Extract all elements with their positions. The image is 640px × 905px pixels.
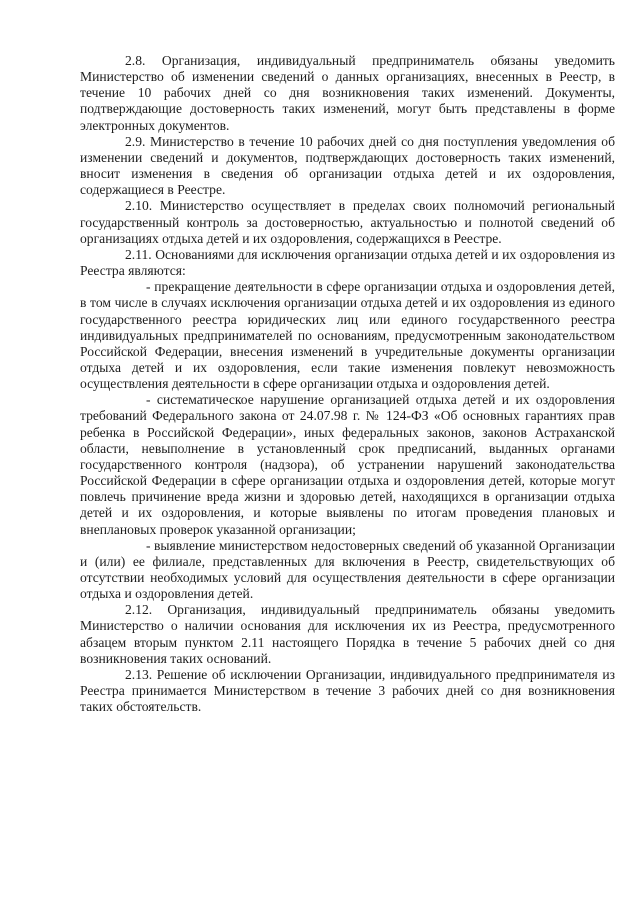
paragraph-2-11-item-3: - выявление министерством недостоверных сведений об указанной Организации и (или) ее филиале, представленных для включения в Реестр, свидетельствующих об отсутствии необходимых условий для осуществления деятельности в сфере организации отдыха и оздоровления детей. (80, 537, 615, 602)
paragraph-2-13: 2.13. Решение об исключении Организации, индивидуального предпринимателя из Реестра принимается Министерством в течение 3 рабочих дней со дня возникновения таких обстоятельств. (80, 666, 615, 715)
paragraph-2-11: 2.11. Основаниями для исключения организации отдыха детей и их оздоровления из Реестра являются: (80, 246, 615, 279)
document-page (80, 53, 615, 715)
paragraph-2-9: 2.9. Министерство в течение 10 рабочих дней со дня поступления уведомления об изменении сведений и документов, подтверждающих достоверность таких изменений, вносит изменения в сведения об организации отдыха детей и их оздоровления, содержащиеся в Реестре. (80, 133, 615, 198)
paragraph-2-8: 2.8. Организация, индивидуальный предприниматель обязаны уведомить Министерство об изменении сведений о данных организациях, внесенных в Реестр, в течение 10 рабочих дней со дня возникновения таких изменений. Документы, подтверждающие достоверность таких изменений, могут быть представлены в форме электронных документов. (80, 53, 615, 133)
paragraph-2-12: 2.12. Организация, индивидуальный предприниматель обязаны уведомить Министерство о наличии основания для исключения их из Реестра, предусмотренного абзацем вторым пунктом 2.11 настоящего Порядка в течение 5 рабочих дней со дня возникновения таких оснований. (80, 602, 615, 666)
paragraph-2-11-item-2: - систематическое нарушение организацией отдыха детей и их оздоровления требований Федерального закона от 24.07.98 г. № 124-ФЗ «Об основных гарантиях прав ребенка в Российской Федерации», иных федеральных законов, законов Астраханской области, невыполнение в установленный срок предписаний, выданных органами государственного контроля (надзора), об устранении нарушений законодательства Российской Федерации в сфере организации отдыха и оздоровления детей, которые могут повлечь причинение вреда жизни и здоровью детей, находящихся в организации отдыха детей и их оздоровления, и которые выявлены по итогам проведения плановых и внеплановых проверок указанной организации; (80, 392, 615, 537)
paragraph-2-10: 2.10. Министерство осуществляет в пределах своих полномочий региональный государственный контроль за достоверностью, актуальностью и полнотой сведений об организациях отдыха детей и их оздоровления, содержащихся в Реестре. (80, 198, 615, 246)
paragraph-2-11-item-1: - прекращение деятельности в сфере организации отдыха и оздоровления детей, в том числе в случаях исключения организации отдыха детей и их оздоровления из единого государственного реестра юридических лиц или единого государственного реестра индивидуальных предпринимателей по основаниям, предусмотренным законодательством Российской Федерации, внесения изменений в учредительные документы организации отдыха детей и их оздоровления, если такие изменения повлекут невозможность осуществления деятельности в сфере организации отдыха и оздоровления детей. (80, 279, 615, 392)
